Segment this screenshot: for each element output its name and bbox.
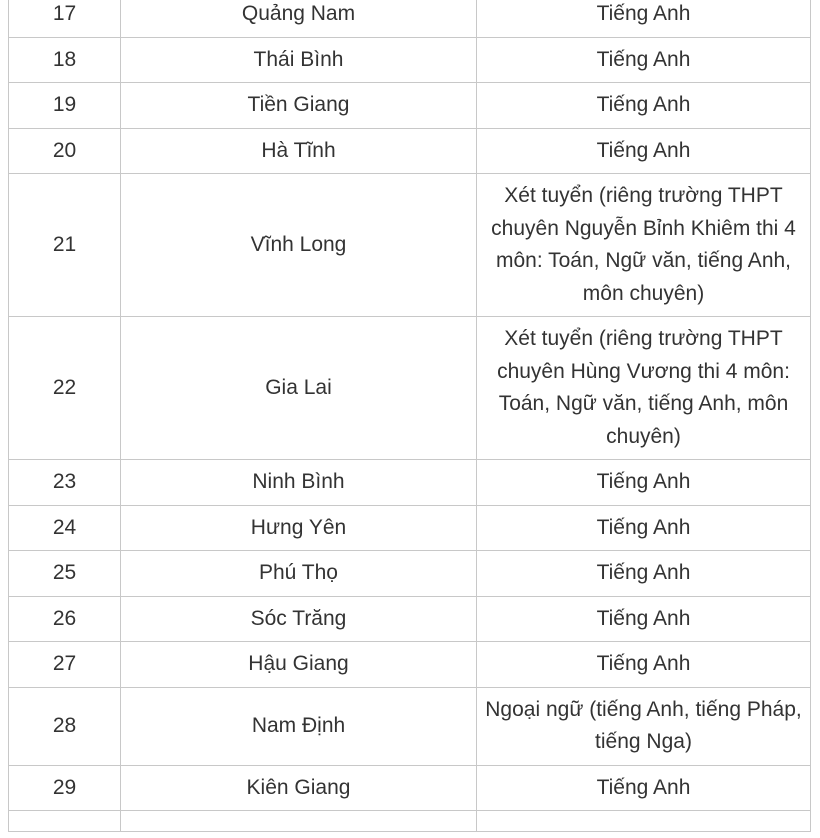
table-row: [9, 642, 811, 688]
table-row: [9, 317, 811, 460]
subject-cell: Tiếng Anh: [477, 37, 811, 83]
subject-cell: Tiếng Anh: [477, 596, 811, 642]
subject-cell: Tiếng Anh: [477, 551, 811, 597]
province-cell: Phú Thọ: [121, 551, 477, 597]
table-row: [9, 83, 811, 129]
table-row: [9, 596, 811, 642]
province-cell: Gia Lai: [121, 317, 477, 460]
province-cell: Quảng Nam: [121, 0, 477, 37]
province-cell: Vĩnh Long: [121, 174, 477, 317]
row-number-cell: 22: [9, 317, 121, 460]
table-row: [9, 687, 811, 765]
subject-cell: Tiếng Anh: [477, 765, 811, 811]
exam-subject-table: [8, 0, 811, 832]
subject-cell: Tiếng Anh: [477, 0, 811, 37]
table-row: [9, 0, 811, 37]
row-number-cell: 25: [9, 551, 121, 597]
row-number-cell: 26: [9, 596, 121, 642]
province-cell: Ninh Bình: [121, 460, 477, 506]
province-cell: Kiên Giang: [121, 765, 477, 811]
subject-cell: Tiếng Anh: [477, 642, 811, 688]
table-row: [9, 460, 811, 506]
subject-cell: Tiếng Anh: [477, 460, 811, 506]
table-row: [9, 174, 811, 317]
province-cell: Hậu Giang: [121, 642, 477, 688]
province-cell: Hà Tĩnh: [121, 128, 477, 174]
table-row: [9, 505, 811, 551]
province-cell: Sóc Trăng: [121, 596, 477, 642]
row-number-cell: 19: [9, 83, 121, 129]
row-number-cell: 23: [9, 460, 121, 506]
row-number-cell: 21: [9, 174, 121, 317]
subject-cell: Tiếng Anh: [477, 83, 811, 129]
table-row: [9, 128, 811, 174]
subject-cell: Xét tuyển (riêng trường THPT chuyên Hùng Vương thi 4 môn: Toán, Ngữ văn, tiếng Anh, môn chuyên): [477, 317, 811, 460]
subject-cell: Ngoại ngữ (tiếng Anh, tiếng Pháp, tiếng Nga): [477, 687, 811, 765]
subject-cell: Xét tuyển (riêng trường THPT chuyên Nguyễn Bỉnh Khiêm thi 4 môn: Toán, Ngữ văn, tiếng Anh, môn chuyên): [477, 174, 811, 317]
exam-subject-table-container: [8, 0, 810, 832]
row-number-cell: 27: [9, 642, 121, 688]
row-number-cell: 28: [9, 687, 121, 765]
row-number-cell: 17: [9, 0, 121, 37]
province-cell: Tiền Giang: [121, 83, 477, 129]
row-number-cell: 20: [9, 128, 121, 174]
table-cell: [9, 811, 121, 832]
province-cell: Nam Định: [121, 687, 477, 765]
table-row: [9, 765, 811, 811]
subject-cell: Tiếng Anh: [477, 505, 811, 551]
table-cell: [477, 811, 811, 832]
row-number-cell: 18: [9, 37, 121, 83]
row-number-cell: 24: [9, 505, 121, 551]
table-row: [9, 551, 811, 597]
subject-cell: Tiếng Anh: [477, 128, 811, 174]
table-row: [9, 37, 811, 83]
row-number-cell: 29: [9, 765, 121, 811]
province-cell: Hưng Yên: [121, 505, 477, 551]
province-cell: Thái Bình: [121, 37, 477, 83]
table-cell: [121, 811, 477, 832]
table-row-partial-bottom: [9, 811, 811, 832]
